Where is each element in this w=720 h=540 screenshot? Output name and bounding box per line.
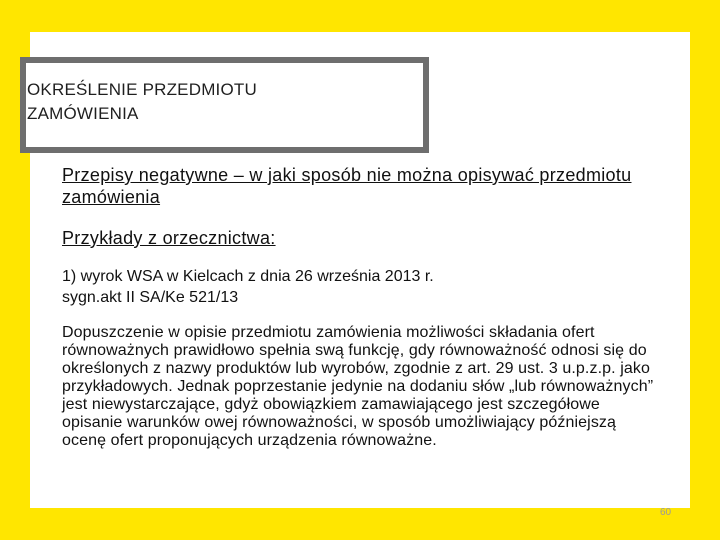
body-paragraph: Dopuszczenie w opisie przedmiotu zamówienia możliwości składania ofert równoważnych prawidłowo spełnia swą funkcję, gdy równoważność odnosi się do określonych z nazwy produktów lub wyrobów, zgodnie z art. 29 ust. 3 u.p.z.p. jako przykładowych. Jednak poprzestanie jedynie na dodaniu słów „lub równoważnych” jest niewystarczające, gdyż obowiązkiem zamawiającego jest szczegółowe opisanie warunków owej równoważności, w sposób umożliwiający późniejszą ocenę ofert proponujących urządzenia równoważne. [62, 324, 654, 449]
page-number: 60 [660, 507, 672, 518]
case-reference-line-2: sygn.akt II SA/Ke 521/13 [62, 289, 239, 306]
slide-title-line-2: ZAMÓWIENIA [27, 104, 139, 123]
slide-title [27, 78, 407, 126]
examples-heading: Przykłady z orzecznictwa: [62, 228, 276, 248]
slide-subtitle: Przepisy negatywne – w jaki sposób nie można opisywać przedmiotu zamówienia [62, 165, 632, 207]
slide-title-line-1: OKREŚLENIE PRZEDMIOTU [27, 80, 257, 99]
case-reference-line-1: 1) wyrok WSA w Kielcach z dnia 26 września 2013 r. [62, 268, 434, 285]
case-reference [62, 266, 642, 308]
